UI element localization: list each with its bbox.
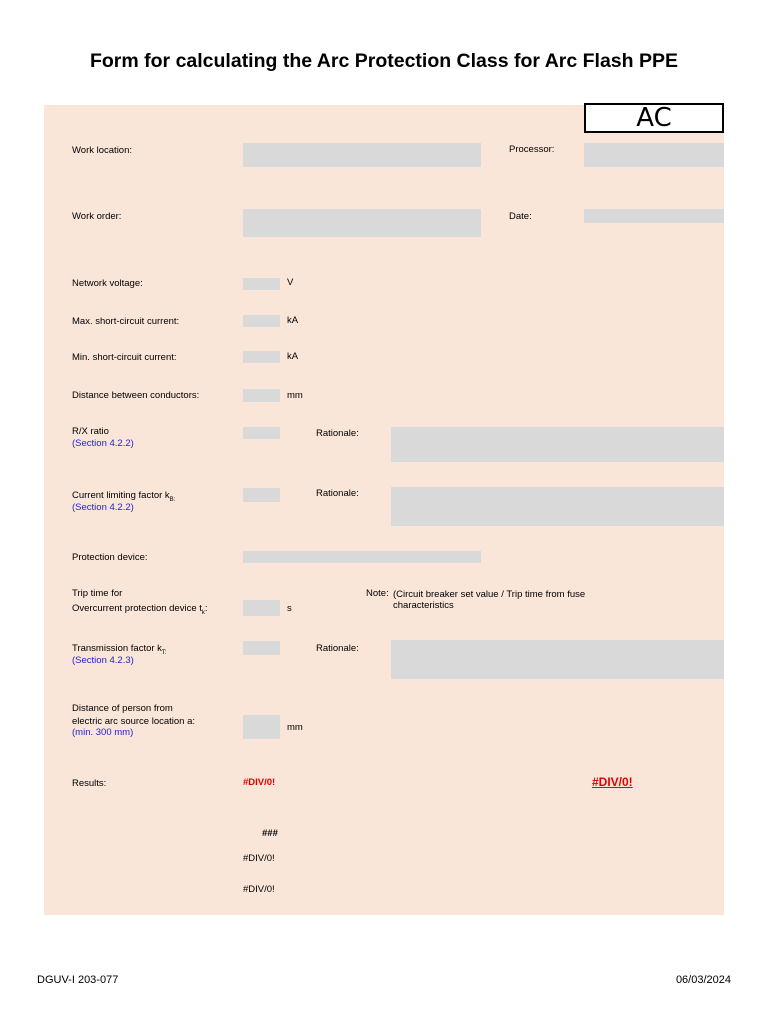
results-label: Results:: [72, 778, 107, 789]
work-order-label: Work order:: [72, 211, 122, 222]
max-sc-current-unit: kA: [287, 315, 299, 326]
min-sc-current-field[interactable]: [243, 351, 280, 363]
rx-ratio-field[interactable]: [243, 427, 280, 439]
transmission-factor-rationale-label: Rationale:: [316, 643, 359, 654]
min-sc-current-unit: kA: [287, 351, 299, 362]
protection-device-field[interactable]: [243, 551, 481, 563]
min-sc-current-label: Min. short-circuit current:: [72, 352, 177, 363]
transmission-factor-field[interactable]: [243, 641, 280, 655]
transmission-factor-label: Transmission factor $k_{T:}$: [72, 643, 167, 656]
trip-time-unit: s: [287, 603, 292, 614]
current-limiting-rationale-label: Rationale:: [316, 488, 359, 499]
distance-person-min-note: (min. 300 mm): [72, 727, 134, 738]
date-label: Date:: [509, 211, 532, 222]
processor-label: Processor:: [509, 144, 555, 155]
footer-document-id: DGUV-I 203-077: [37, 974, 119, 986]
result-value-1: #DIV/0!: [243, 777, 276, 788]
result-value-2: #DIV/0!: [592, 775, 633, 789]
page-title: Form for calculating the Arc Protection Class for Arc Flash PPE: [89, 50, 679, 72]
distance-conductors-field[interactable]: [243, 389, 280, 402]
protection-device-label: Protection device:: [72, 552, 148, 563]
rx-ratio-rationale-field[interactable]: [391, 427, 724, 462]
rx-ratio-rationale-label: Rationale:: [316, 428, 359, 439]
network-voltage-label: Network voltage:: [72, 278, 143, 289]
trip-time-label-line2: Overcurrent protection device $t_k$:: [72, 603, 208, 616]
distance-person-label-line1: Distance of person from: [72, 703, 173, 714]
footer-date: 06/03/2024: [675, 974, 731, 986]
result-value-3: ###: [262, 828, 278, 839]
class-badge: AC: [584, 103, 724, 133]
transmission-factor-rationale-field[interactable]: [391, 640, 724, 679]
network-voltage-field[interactable]: [243, 278, 280, 290]
processor-field[interactable]: [584, 143, 724, 167]
work-location-field[interactable]: [243, 143, 481, 167]
max-sc-current-label: Max. short-circuit current:: [72, 316, 180, 327]
trip-time-note-label: Note:: [366, 588, 389, 599]
network-voltage-unit: V: [287, 277, 294, 288]
rx-ratio-section-link[interactable]: (Section 4.2.2): [72, 438, 134, 449]
date-field[interactable]: [584, 209, 724, 223]
distance-person-unit: mm: [287, 722, 303, 733]
result-value-4: #DIV/0!: [243, 853, 275, 864]
distance-person-label-line2: electric arc source location a:: [72, 716, 196, 727]
trip-time-label-line1: Trip time for: [72, 588, 123, 599]
current-limiting-field[interactable]: [243, 488, 280, 502]
current-limiting-label: Current limiting factor $k_{B:}$: [72, 490, 176, 503]
rx-ratio-label: R/X ratio: [72, 426, 109, 437]
trip-time-note-line2: characteristics: [393, 600, 454, 611]
distance-person-field[interactable]: [243, 715, 280, 739]
current-limiting-section-link[interactable]: (Section 4.2.2): [72, 502, 134, 513]
work-order-field[interactable]: [243, 209, 481, 237]
distance-conductors-unit: mm: [287, 390, 303, 401]
current-limiting-rationale-field[interactable]: [391, 487, 724, 526]
transmission-factor-section-link[interactable]: (Section 4.2.3): [72, 655, 134, 666]
distance-conductors-label: Distance between conductors:: [72, 390, 200, 401]
result-value-5: #DIV/0!: [243, 884, 275, 895]
max-sc-current-field[interactable]: [243, 315, 280, 327]
trip-time-field[interactable]: [243, 600, 280, 616]
work-location-label: Work location:: [72, 145, 133, 156]
trip-time-note-line1: (Circuit breaker set value / Trip time from fuse: [393, 589, 586, 600]
